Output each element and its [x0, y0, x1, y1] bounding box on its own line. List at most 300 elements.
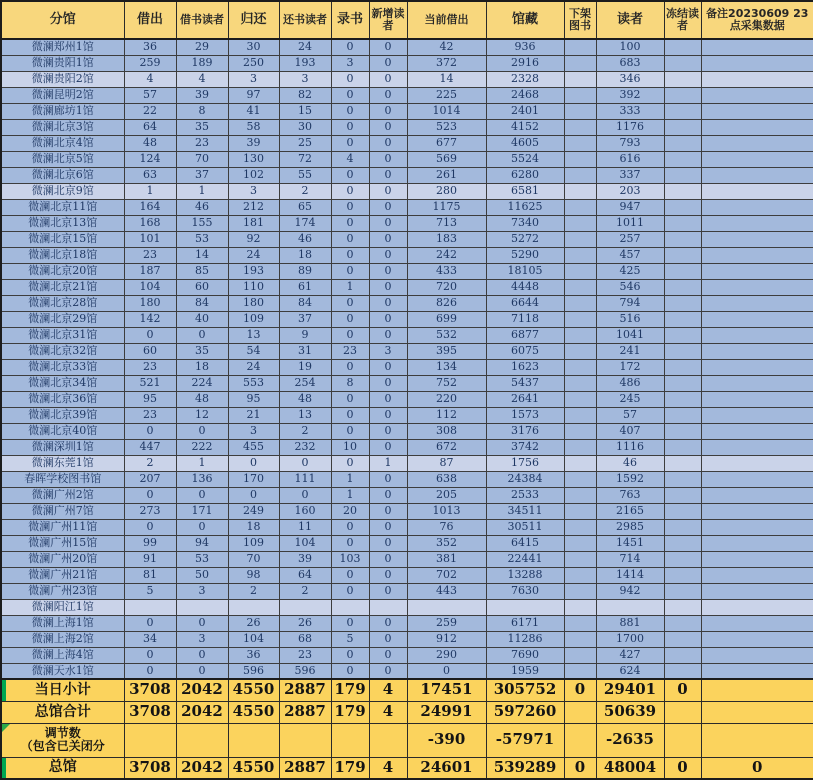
- cell-new-readers[interactable]: 0: [369, 183, 407, 199]
- cell-removed-books[interactable]: [564, 583, 596, 599]
- cell-lent[interactable]: 0: [124, 487, 176, 503]
- cell-removed-books[interactable]: [564, 631, 596, 647]
- cell-note[interactable]: [701, 631, 813, 647]
- branch-name-cell[interactable]: 微澜上海4馆: [1, 647, 124, 663]
- cell-readers[interactable]: 1592: [596, 471, 664, 487]
- cell-current-lent[interactable]: 76: [407, 519, 486, 535]
- cell-return-readers[interactable]: 31: [279, 343, 331, 359]
- cell-note[interactable]: [701, 135, 813, 151]
- cell-returned[interactable]: 36: [228, 647, 279, 663]
- cell-current-lent[interactable]: 713: [407, 215, 486, 231]
- cell-returned[interactable]: 54: [228, 343, 279, 359]
- cell-return-readers[interactable]: 46: [279, 231, 331, 247]
- cell-frozen-readers[interactable]: [664, 455, 701, 471]
- summary-cell-new-readers[interactable]: 4: [369, 701, 407, 723]
- cell-lent[interactable]: 23: [124, 359, 176, 375]
- header-lent[interactable]: 借出: [124, 1, 176, 39]
- cell-lend-readers[interactable]: 94: [176, 535, 228, 551]
- cell-collection[interactable]: 6415: [486, 535, 564, 551]
- cell-lent[interactable]: 521: [124, 375, 176, 391]
- branch-name-cell[interactable]: 微澜北京18馆: [1, 247, 124, 263]
- cell-current-lent[interactable]: 14: [407, 71, 486, 87]
- cell-new-readers[interactable]: 0: [369, 55, 407, 71]
- cell-lend-readers[interactable]: 0: [176, 663, 228, 679]
- cell-lend-readers[interactable]: 0: [176, 327, 228, 343]
- cell-new-readers[interactable]: 0: [369, 615, 407, 631]
- cell-return-readers[interactable]: 18: [279, 247, 331, 263]
- cell-lent[interactable]: 0: [124, 663, 176, 679]
- cell-current-lent[interactable]: 242: [407, 247, 486, 263]
- cell-return-readers[interactable]: 13: [279, 407, 331, 423]
- cell-new-readers[interactable]: 0: [369, 487, 407, 503]
- cell-current-lent[interactable]: 677: [407, 135, 486, 151]
- cell-lent[interactable]: 447: [124, 439, 176, 455]
- cell-returned[interactable]: 104: [228, 631, 279, 647]
- summary-cell-current-lent[interactable]: 24991: [407, 701, 486, 723]
- cell-lent[interactable]: 104: [124, 279, 176, 295]
- cell-lend-readers[interactable]: [176, 599, 228, 615]
- summary-cell-lend-readers[interactable]: [176, 723, 228, 757]
- cell-lend-readers[interactable]: 46: [176, 199, 228, 215]
- header-returned[interactable]: 归还: [228, 1, 279, 39]
- cell-new-readers[interactable]: 0: [369, 135, 407, 151]
- cell-note[interactable]: [701, 519, 813, 535]
- cell-removed-books[interactable]: [564, 359, 596, 375]
- summary-cell-current-lent[interactable]: 24601: [407, 757, 486, 779]
- cell-recorded[interactable]: 0: [331, 327, 369, 343]
- cell-return-readers[interactable]: 48: [279, 391, 331, 407]
- cell-removed-books[interactable]: [564, 167, 596, 183]
- cell-frozen-readers[interactable]: [664, 535, 701, 551]
- cell-note[interactable]: [701, 567, 813, 583]
- branch-name-cell[interactable]: 微澜北京4馆: [1, 135, 124, 151]
- branch-name-cell[interactable]: 微澜深圳1馆: [1, 439, 124, 455]
- cell-readers[interactable]: 763: [596, 487, 664, 503]
- cell-return-readers[interactable]: 64: [279, 567, 331, 583]
- cell-recorded[interactable]: 1: [331, 487, 369, 503]
- cell-new-readers[interactable]: 0: [369, 231, 407, 247]
- branch-name-cell[interactable]: 微澜广州21馆: [1, 567, 124, 583]
- cell-lent[interactable]: 91: [124, 551, 176, 567]
- cell-lend-readers[interactable]: 37: [176, 167, 228, 183]
- cell-removed-books[interactable]: [564, 279, 596, 295]
- cell-frozen-readers[interactable]: [664, 71, 701, 87]
- summary-cell-note[interactable]: [701, 723, 813, 757]
- cell-readers[interactable]: 516: [596, 311, 664, 327]
- cell-note[interactable]: [701, 231, 813, 247]
- cell-frozen-readers[interactable]: [664, 631, 701, 647]
- cell-readers[interactable]: 427: [596, 647, 664, 663]
- cell-return-readers[interactable]: 37: [279, 311, 331, 327]
- cell-recorded[interactable]: 23: [331, 343, 369, 359]
- branch-name-cell[interactable]: 微澜北京15馆: [1, 231, 124, 247]
- cell-recorded[interactable]: [331, 599, 369, 615]
- cell-return-readers[interactable]: 2: [279, 583, 331, 599]
- cell-current-lent[interactable]: [407, 599, 486, 615]
- cell-collection[interactable]: 1573: [486, 407, 564, 423]
- cell-removed-books[interactable]: [564, 151, 596, 167]
- cell-current-lent[interactable]: 261: [407, 167, 486, 183]
- cell-current-lent[interactable]: 205: [407, 487, 486, 503]
- branch-name-cell[interactable]: 微澜北京32馆: [1, 343, 124, 359]
- cell-lent[interactable]: [124, 599, 176, 615]
- branch-name-cell[interactable]: 微澜北京28馆: [1, 295, 124, 311]
- cell-collection[interactable]: 7690: [486, 647, 564, 663]
- cell-readers[interactable]: 2165: [596, 503, 664, 519]
- cell-collection[interactable]: 6171: [486, 615, 564, 631]
- summary-cell-removed-books[interactable]: 0: [564, 679, 596, 701]
- branch-name-cell[interactable]: 微澜上海2馆: [1, 631, 124, 647]
- cell-frozen-readers[interactable]: [664, 247, 701, 263]
- cell-return-readers[interactable]: 2: [279, 183, 331, 199]
- cell-lend-readers[interactable]: 84: [176, 295, 228, 311]
- cell-current-lent[interactable]: 183: [407, 231, 486, 247]
- cell-recorded[interactable]: 0: [331, 647, 369, 663]
- cell-recorded[interactable]: 1: [331, 279, 369, 295]
- cell-note[interactable]: [701, 375, 813, 391]
- cell-note[interactable]: [701, 167, 813, 183]
- cell-new-readers[interactable]: 0: [369, 359, 407, 375]
- cell-returned[interactable]: 24: [228, 247, 279, 263]
- cell-readers[interactable]: 333: [596, 103, 664, 119]
- summary-label-adjustment[interactable]: [1, 723, 124, 757]
- cell-returned[interactable]: [228, 599, 279, 615]
- cell-return-readers[interactable]: 232: [279, 439, 331, 455]
- cell-readers[interactable]: 947: [596, 199, 664, 215]
- cell-readers[interactable]: 407: [596, 423, 664, 439]
- cell-note[interactable]: [701, 391, 813, 407]
- cell-readers[interactable]: [596, 599, 664, 615]
- cell-frozen-readers[interactable]: [664, 359, 701, 375]
- cell-return-readers[interactable]: 65: [279, 199, 331, 215]
- cell-collection[interactable]: 6280: [486, 167, 564, 183]
- cell-new-readers[interactable]: 0: [369, 647, 407, 663]
- cell-frozen-readers[interactable]: [664, 103, 701, 119]
- cell-current-lent[interactable]: 280: [407, 183, 486, 199]
- cell-frozen-readers[interactable]: [664, 407, 701, 423]
- header-new-readers[interactable]: 新增读者: [369, 1, 407, 39]
- cell-return-readers[interactable]: 2: [279, 423, 331, 439]
- cell-collection[interactable]: 11625: [486, 199, 564, 215]
- cell-return-readers[interactable]: 84: [279, 295, 331, 311]
- cell-return-readers[interactable]: 89: [279, 263, 331, 279]
- cell-collection[interactable]: 5272: [486, 231, 564, 247]
- cell-frozen-readers[interactable]: [664, 375, 701, 391]
- cell-removed-books[interactable]: [564, 71, 596, 87]
- summary-cell-collection[interactable]: -57971: [486, 723, 564, 757]
- cell-removed-books[interactable]: [564, 311, 596, 327]
- cell-readers[interactable]: 714: [596, 551, 664, 567]
- cell-current-lent[interactable]: 433: [407, 263, 486, 279]
- branch-name-cell[interactable]: 微澜广州11馆: [1, 519, 124, 535]
- cell-frozen-readers[interactable]: [664, 503, 701, 519]
- cell-readers[interactable]: 546: [596, 279, 664, 295]
- cell-frozen-readers[interactable]: [664, 151, 701, 167]
- cell-recorded[interactable]: 0: [331, 199, 369, 215]
- cell-current-lent[interactable]: 523: [407, 119, 486, 135]
- cell-frozen-readers[interactable]: [664, 311, 701, 327]
- cell-returned[interactable]: 109: [228, 535, 279, 551]
- summary-cell-lend-readers[interactable]: 2042: [176, 701, 228, 723]
- cell-frozen-readers[interactable]: [664, 215, 701, 231]
- cell-current-lent[interactable]: 372: [407, 55, 486, 71]
- branch-name-cell[interactable]: 微澜贵阳1馆: [1, 55, 124, 71]
- cell-new-readers[interactable]: 0: [369, 663, 407, 679]
- cell-lend-readers[interactable]: 35: [176, 343, 228, 359]
- header-readers[interactable]: 读者: [596, 1, 664, 39]
- cell-note[interactable]: [701, 439, 813, 455]
- branch-name-cell[interactable]: 微澜北京29馆: [1, 311, 124, 327]
- cell-frozen-readers[interactable]: [664, 391, 701, 407]
- cell-lend-readers[interactable]: 18: [176, 359, 228, 375]
- cell-collection[interactable]: 7340: [486, 215, 564, 231]
- summary-cell-returned[interactable]: 4550: [228, 679, 279, 701]
- cell-removed-books[interactable]: [564, 215, 596, 231]
- cell-readers[interactable]: 203: [596, 183, 664, 199]
- summary-cell-collection[interactable]: 539289: [486, 757, 564, 779]
- summary-cell-new-readers[interactable]: 4: [369, 757, 407, 779]
- cell-lent[interactable]: 2: [124, 455, 176, 471]
- cell-current-lent[interactable]: 699: [407, 311, 486, 327]
- cell-lend-readers[interactable]: 70: [176, 151, 228, 167]
- cell-lent[interactable]: 0: [124, 615, 176, 631]
- cell-return-readers[interactable]: 30: [279, 119, 331, 135]
- cell-readers[interactable]: 425: [596, 263, 664, 279]
- summary-cell-note[interactable]: [701, 701, 813, 723]
- cell-readers[interactable]: 794: [596, 295, 664, 311]
- cell-returned[interactable]: 181: [228, 215, 279, 231]
- cell-lend-readers[interactable]: 222: [176, 439, 228, 455]
- cell-return-readers[interactable]: 174: [279, 215, 331, 231]
- cell-current-lent[interactable]: 225: [407, 87, 486, 103]
- cell-note[interactable]: [701, 423, 813, 439]
- cell-readers[interactable]: 624: [596, 663, 664, 679]
- summary-cell-frozen-readers[interactable]: 0: [664, 679, 701, 701]
- cell-lend-readers[interactable]: 35: [176, 119, 228, 135]
- cell-return-readers[interactable]: 104: [279, 535, 331, 551]
- cell-note[interactable]: [701, 199, 813, 215]
- cell-collection[interactable]: 24384: [486, 471, 564, 487]
- summary-label-grand-total[interactable]: [1, 757, 124, 779]
- cell-lent[interactable]: 124: [124, 151, 176, 167]
- cell-return-readers[interactable]: 193: [279, 55, 331, 71]
- cell-current-lent[interactable]: 112: [407, 407, 486, 423]
- branch-name-cell[interactable]: 微澜北京40馆: [1, 423, 124, 439]
- summary-cell-recorded[interactable]: 179: [331, 701, 369, 723]
- cell-current-lent[interactable]: 290: [407, 647, 486, 663]
- cell-collection[interactable]: 4448: [486, 279, 564, 295]
- cell-recorded[interactable]: 0: [331, 311, 369, 327]
- summary-cell-return-readers[interactable]: 2887: [279, 679, 331, 701]
- cell-lend-readers[interactable]: 155: [176, 215, 228, 231]
- cell-recorded[interactable]: 0: [331, 103, 369, 119]
- cell-collection[interactable]: 18105: [486, 263, 564, 279]
- header-frozen-readers[interactable]: 冻结读者: [664, 1, 701, 39]
- cell-note[interactable]: [701, 615, 813, 631]
- cell-returned[interactable]: 0: [228, 455, 279, 471]
- header-branch[interactable]: 分馆: [1, 1, 124, 39]
- cell-current-lent[interactable]: 220: [407, 391, 486, 407]
- cell-lent[interactable]: 22: [124, 103, 176, 119]
- cell-lent[interactable]: 81: [124, 567, 176, 583]
- cell-removed-books[interactable]: [564, 87, 596, 103]
- branch-name-cell[interactable]: 微澜天水1馆: [1, 663, 124, 679]
- cell-frozen-readers[interactable]: [664, 343, 701, 359]
- branch-name-cell[interactable]: 微澜广州23馆: [1, 583, 124, 599]
- cell-frozen-readers[interactable]: [664, 135, 701, 151]
- cell-lent[interactable]: 60: [124, 343, 176, 359]
- cell-note[interactable]: [701, 55, 813, 71]
- cell-recorded[interactable]: 0: [331, 231, 369, 247]
- cell-lent[interactable]: 273: [124, 503, 176, 519]
- cell-readers[interactable]: 257: [596, 231, 664, 247]
- cell-frozen-readers[interactable]: [664, 295, 701, 311]
- cell-recorded[interactable]: 0: [331, 455, 369, 471]
- cell-readers[interactable]: 486: [596, 375, 664, 391]
- cell-note[interactable]: [701, 311, 813, 327]
- cell-note[interactable]: [701, 535, 813, 551]
- cell-readers[interactable]: 457: [596, 247, 664, 263]
- header-collection[interactable]: 馆藏: [486, 1, 564, 39]
- cell-returned[interactable]: 3: [228, 183, 279, 199]
- summary-cell-new-readers[interactable]: 4: [369, 679, 407, 701]
- cell-lend-readers[interactable]: 4: [176, 71, 228, 87]
- cell-returned[interactable]: 30: [228, 39, 279, 55]
- cell-frozen-readers[interactable]: [664, 439, 701, 455]
- cell-new-readers[interactable]: 3: [369, 343, 407, 359]
- summary-cell-returned[interactable]: [228, 723, 279, 757]
- cell-note[interactable]: [701, 583, 813, 599]
- cell-current-lent[interactable]: 1013: [407, 503, 486, 519]
- cell-removed-books[interactable]: [564, 119, 596, 135]
- cell-readers[interactable]: 616: [596, 151, 664, 167]
- cell-return-readers[interactable]: 3: [279, 71, 331, 87]
- cell-recorded[interactable]: 0: [331, 359, 369, 375]
- cell-removed-books[interactable]: [564, 647, 596, 663]
- cell-lend-readers[interactable]: 136: [176, 471, 228, 487]
- cell-new-readers[interactable]: 1: [369, 455, 407, 471]
- cell-note[interactable]: [701, 215, 813, 231]
- cell-current-lent[interactable]: 395: [407, 343, 486, 359]
- cell-note[interactable]: [701, 487, 813, 503]
- summary-cell-removed-books[interactable]: [564, 723, 596, 757]
- cell-lent[interactable]: 34: [124, 631, 176, 647]
- cell-readers[interactable]: 241: [596, 343, 664, 359]
- cell-return-readers[interactable]: 0: [279, 455, 331, 471]
- cell-return-readers[interactable]: 15: [279, 103, 331, 119]
- cell-lend-readers[interactable]: 0: [176, 647, 228, 663]
- cell-lent[interactable]: 4: [124, 71, 176, 87]
- branch-name-cell[interactable]: 微澜北京20馆: [1, 263, 124, 279]
- cell-frozen-readers[interactable]: [664, 55, 701, 71]
- cell-returned[interactable]: 170: [228, 471, 279, 487]
- cell-collection[interactable]: 5524: [486, 151, 564, 167]
- cell-lent[interactable]: 0: [124, 519, 176, 535]
- cell-recorded[interactable]: 0: [331, 615, 369, 631]
- cell-current-lent[interactable]: 0: [407, 663, 486, 679]
- cell-removed-books[interactable]: [564, 407, 596, 423]
- cell-lend-readers[interactable]: 3: [176, 583, 228, 599]
- cell-collection[interactable]: 5290: [486, 247, 564, 263]
- cell-collection[interactable]: 936: [486, 39, 564, 55]
- cell-lend-readers[interactable]: 1: [176, 455, 228, 471]
- cell-current-lent[interactable]: 352: [407, 535, 486, 551]
- cell-readers[interactable]: 1700: [596, 631, 664, 647]
- cell-frozen-readers[interactable]: [664, 599, 701, 615]
- cell-note[interactable]: [701, 71, 813, 87]
- cell-removed-books[interactable]: [564, 567, 596, 583]
- summary-cell-lend-readers[interactable]: 2042: [176, 757, 228, 779]
- cell-recorded[interactable]: 0: [331, 135, 369, 151]
- cell-note[interactable]: [701, 263, 813, 279]
- cell-returned[interactable]: 24: [228, 359, 279, 375]
- cell-new-readers[interactable]: 0: [369, 423, 407, 439]
- cell-new-readers[interactable]: 0: [369, 327, 407, 343]
- branch-name-cell[interactable]: 微澜北京33馆: [1, 359, 124, 375]
- cell-recorded[interactable]: 0: [331, 295, 369, 311]
- cell-readers[interactable]: 1011: [596, 215, 664, 231]
- cell-lent[interactable]: 95: [124, 391, 176, 407]
- cell-removed-books[interactable]: [564, 535, 596, 551]
- branch-name-cell[interactable]: 微澜东莞1馆: [1, 455, 124, 471]
- cell-return-readers[interactable]: [279, 599, 331, 615]
- cell-return-readers[interactable]: 596: [279, 663, 331, 679]
- summary-cell-frozen-readers[interactable]: [664, 723, 701, 757]
- cell-frozen-readers[interactable]: [664, 167, 701, 183]
- cell-current-lent[interactable]: 569: [407, 151, 486, 167]
- cell-recorded[interactable]: 0: [331, 39, 369, 55]
- summary-cell-return-readers[interactable]: [279, 723, 331, 757]
- cell-lend-readers[interactable]: 60: [176, 279, 228, 295]
- cell-new-readers[interactable]: 0: [369, 567, 407, 583]
- cell-recorded[interactable]: 3: [331, 55, 369, 71]
- cell-removed-books[interactable]: [564, 231, 596, 247]
- cell-note[interactable]: [701, 647, 813, 663]
- cell-return-readers[interactable]: 111: [279, 471, 331, 487]
- cell-removed-books[interactable]: [564, 503, 596, 519]
- cell-note[interactable]: [701, 551, 813, 567]
- branch-name-cell[interactable]: 微澜贵阳2馆: [1, 71, 124, 87]
- summary-cell-frozen-readers[interactable]: [664, 701, 701, 723]
- cell-readers[interactable]: 1041: [596, 327, 664, 343]
- cell-removed-books[interactable]: [564, 263, 596, 279]
- cell-returned[interactable]: 102: [228, 167, 279, 183]
- cell-collection[interactable]: 22441: [486, 551, 564, 567]
- cell-frozen-readers[interactable]: [664, 471, 701, 487]
- cell-new-readers[interactable]: 0: [369, 71, 407, 87]
- cell-frozen-readers[interactable]: [664, 583, 701, 599]
- cell-note[interactable]: [701, 471, 813, 487]
- cell-lend-readers[interactable]: 1: [176, 183, 228, 199]
- cell-return-readers[interactable]: 68: [279, 631, 331, 647]
- summary-cell-new-readers[interactable]: [369, 723, 407, 757]
- summary-cell-recorded[interactable]: [331, 723, 369, 757]
- cell-readers[interactable]: 57: [596, 407, 664, 423]
- cell-returned[interactable]: 212: [228, 199, 279, 215]
- cell-removed-books[interactable]: [564, 423, 596, 439]
- summary-cell-note[interactable]: 0: [701, 757, 813, 779]
- cell-new-readers[interactable]: 0: [369, 87, 407, 103]
- summary-cell-note[interactable]: [701, 679, 813, 701]
- branch-name-cell[interactable]: 微澜阳江1馆: [1, 599, 124, 615]
- cell-note[interactable]: [701, 359, 813, 375]
- summary-cell-readers[interactable]: 50639: [596, 701, 664, 723]
- cell-current-lent[interactable]: 672: [407, 439, 486, 455]
- cell-current-lent[interactable]: 638: [407, 471, 486, 487]
- cell-returned[interactable]: 70: [228, 551, 279, 567]
- cell-collection[interactable]: 2533: [486, 487, 564, 503]
- cell-removed-books[interactable]: [564, 103, 596, 119]
